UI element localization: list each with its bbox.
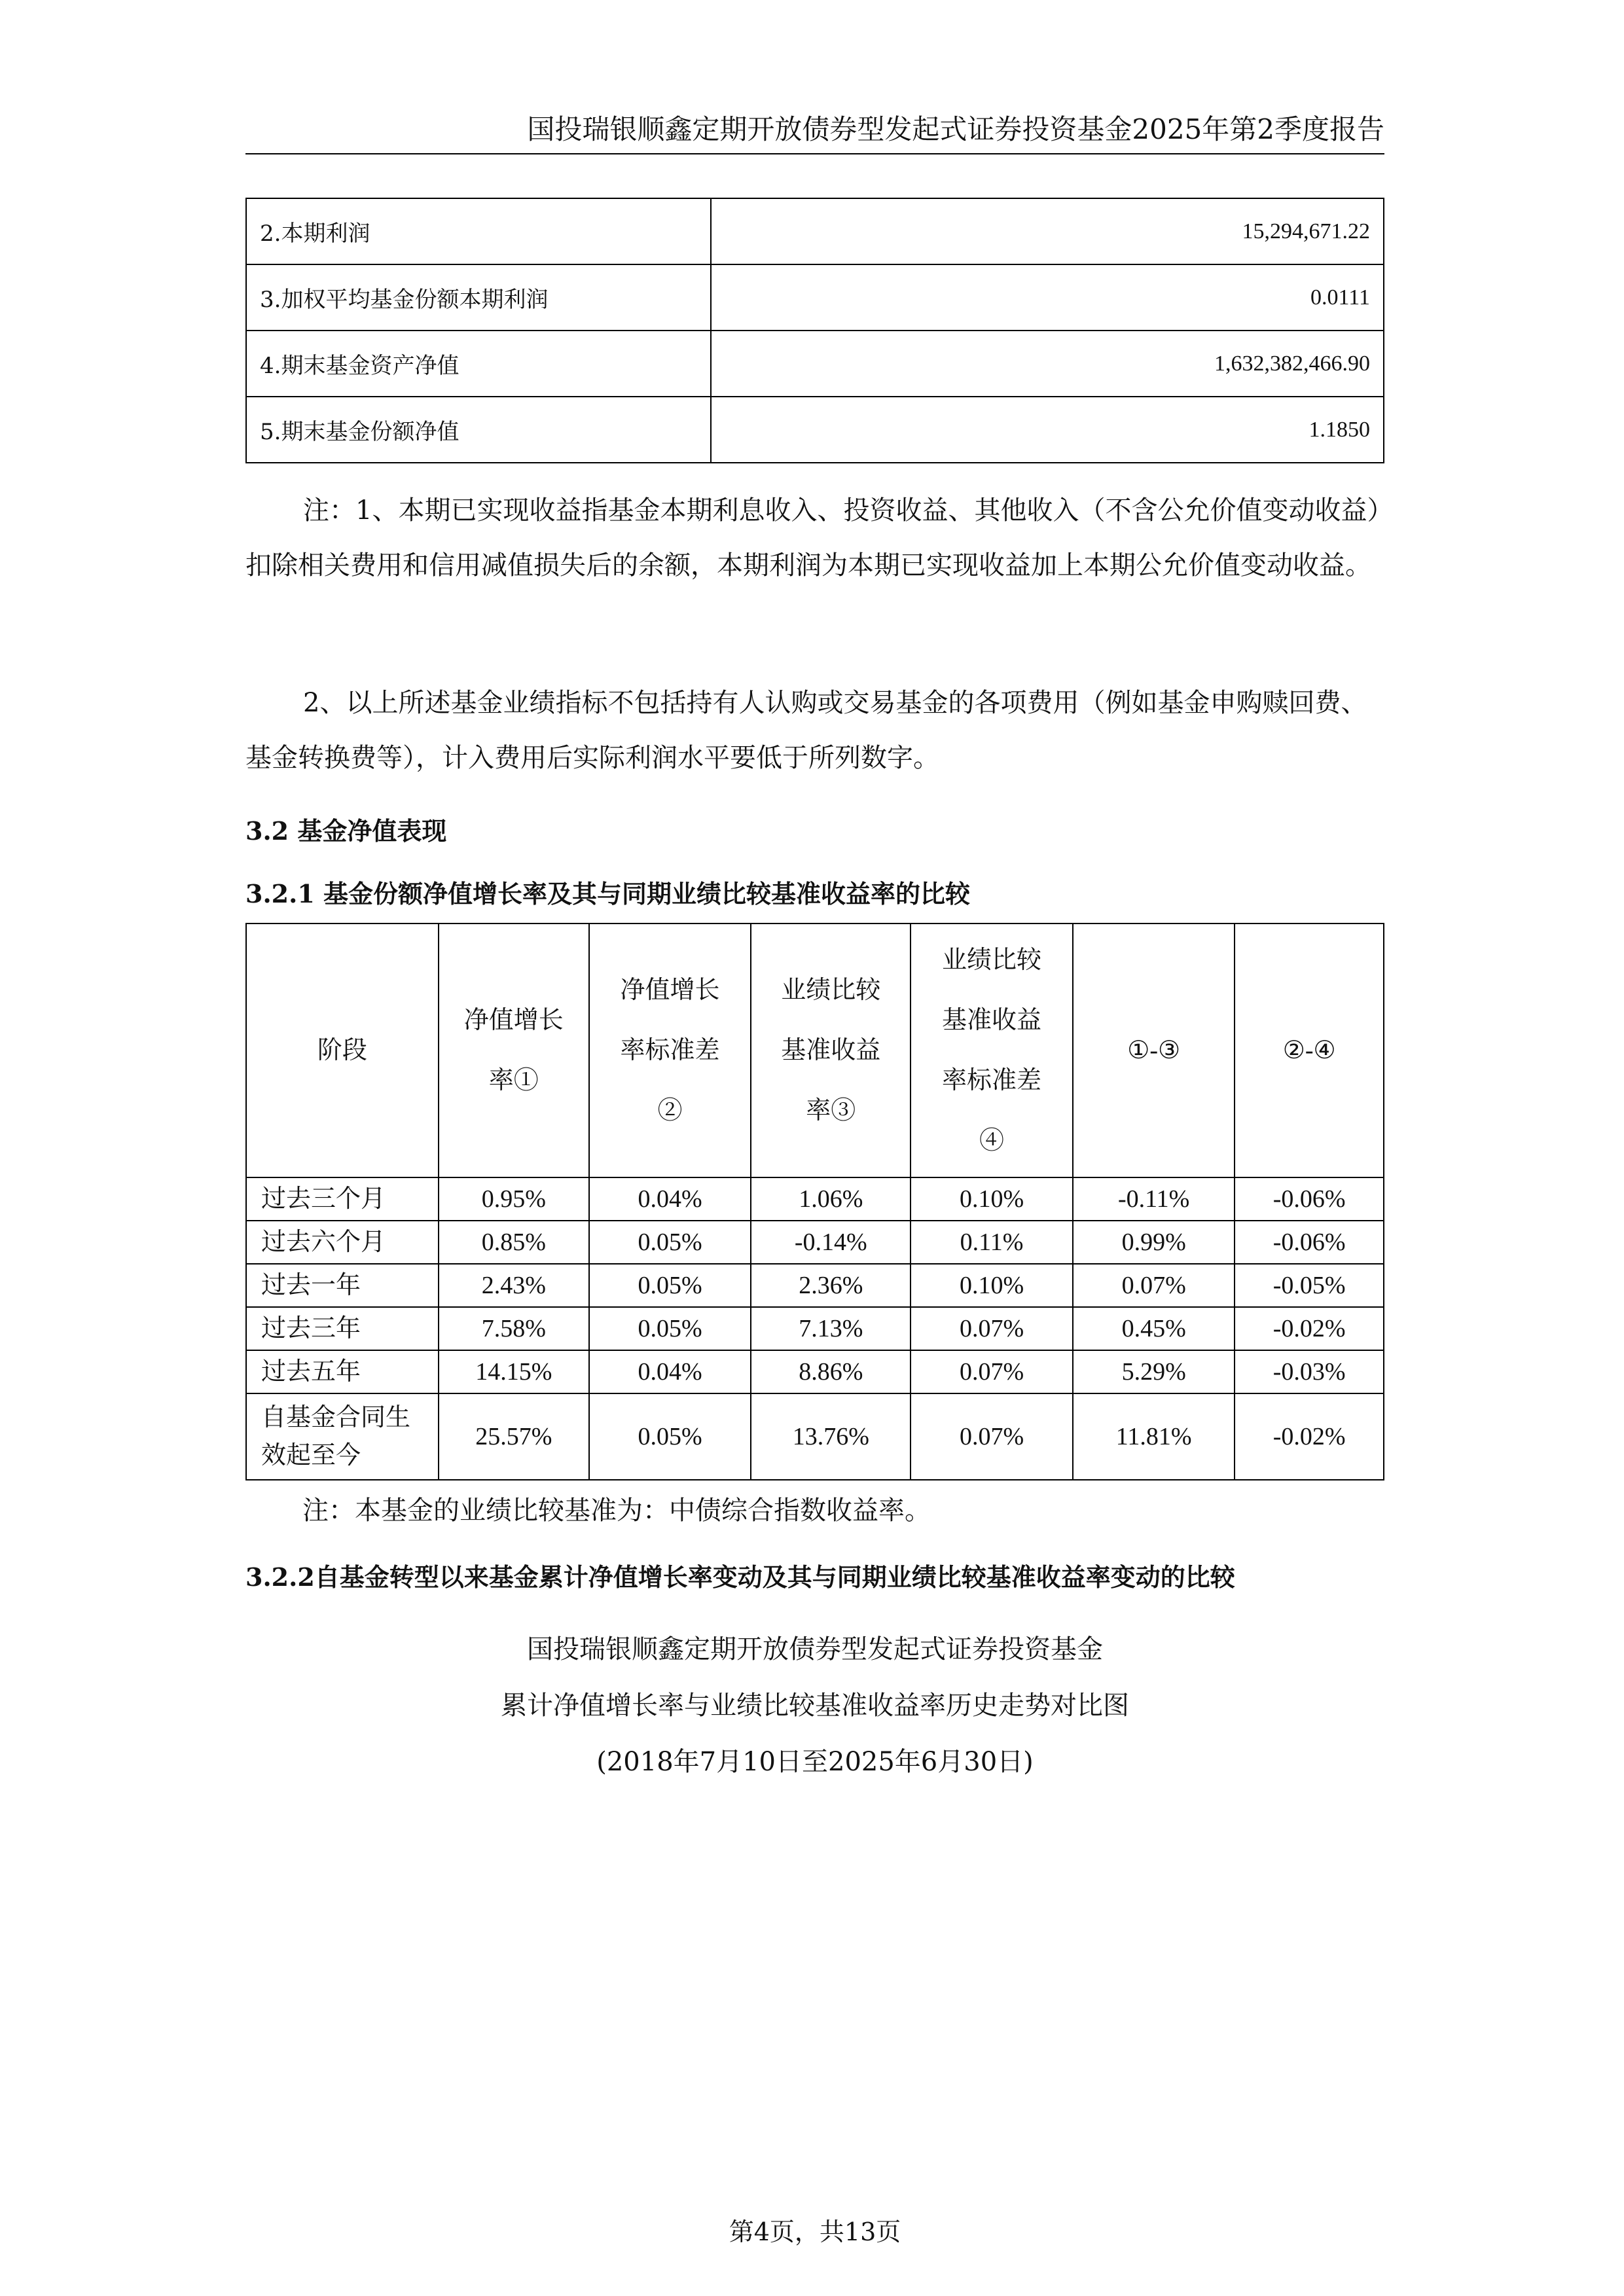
bench-return-cell: 7.13% bbox=[751, 1307, 911, 1350]
header-nav-growth: 净值增长率① bbox=[439, 924, 589, 1177]
page-footer: 第4页，共13页 bbox=[729, 2217, 901, 2246]
table-row bbox=[246, 1221, 1384, 1264]
table-row bbox=[246, 331, 1384, 397]
chart-title-line2: 累计净值增长率与业绩比较基准收益率历史走势对比图 bbox=[501, 1691, 1129, 1721]
bench-return-cell: 13.76% bbox=[751, 1393, 911, 1480]
nav-growth-cell: 7.58% bbox=[439, 1307, 589, 1350]
header-stage: 阶段 bbox=[246, 924, 439, 1177]
metric-label: 5.期末基金份额净值 bbox=[246, 397, 711, 463]
bench-std-cell: 0.10% bbox=[911, 1177, 1073, 1221]
bench-return-cell: 8.86% bbox=[751, 1350, 911, 1393]
diff-1-3-cell: 5.29% bbox=[1073, 1350, 1235, 1393]
bench-std-cell: 0.07% bbox=[911, 1350, 1073, 1393]
nav-std-cell: 0.04% bbox=[589, 1350, 751, 1393]
metric-label: 3.加权平均基金份额本期利润 bbox=[246, 264, 711, 331]
note-realized-income: 注：1、本期已实现收益指基金本期利息收入、投资收益、其他收入（不含公允价值变动收益）扣除相关费用和信用减值损失后的余额，本期利润为本期已实现收益加上本期公允价值变动收益。 bbox=[245, 495, 1380, 581]
table-row bbox=[246, 264, 1384, 331]
diff-1-3-cell: 0.07% bbox=[1073, 1264, 1235, 1307]
header-bench-std: 业绩比较基准收益率标准差④ bbox=[911, 924, 1073, 1177]
table-row bbox=[246, 1350, 1384, 1393]
diff-1-3-cell: -0.11% bbox=[1073, 1177, 1235, 1221]
diff-2-4-cell: -0.05% bbox=[1235, 1264, 1384, 1307]
nav-std-cell: 0.05% bbox=[589, 1307, 751, 1350]
note-benchmark: 注：本基金的业绩比较基准为：中债综合指数收益率。 bbox=[302, 1496, 931, 1526]
bench-std-cell: 0.07% bbox=[911, 1393, 1073, 1480]
diff-2-4-cell: -0.02% bbox=[1235, 1307, 1384, 1350]
performance-table bbox=[245, 923, 1384, 1480]
nav-growth-cell: 25.57% bbox=[439, 1393, 589, 1480]
table-row bbox=[246, 198, 1384, 264]
diff-2-4-cell: -0.06% bbox=[1235, 1221, 1384, 1264]
header-bench-return: 业绩比较基准收益率③ bbox=[751, 924, 911, 1177]
stage-cell: 过去三年 bbox=[246, 1307, 439, 1350]
stage-cell: 过去六个月 bbox=[246, 1221, 439, 1264]
table-row bbox=[246, 397, 1384, 463]
chart-date-range: (2018年7月10日至2025年6月30日) bbox=[596, 1747, 1034, 1777]
stage-cell: 自基金合同生效起至今 bbox=[246, 1393, 439, 1480]
table-row bbox=[246, 1393, 1384, 1480]
nav-growth-cell: 14.15% bbox=[439, 1350, 589, 1393]
nav-std-cell: 0.05% bbox=[589, 1393, 751, 1480]
chart-title-line1: 国投瑞银顺鑫定期开放债券型发起式证券投资基金 bbox=[527, 1634, 1103, 1664]
section-heading-3-2: 3.2 基金净值表现 bbox=[245, 816, 447, 846]
bench-std-cell: 0.11% bbox=[911, 1221, 1073, 1264]
table-header-row bbox=[246, 924, 1384, 1177]
diff-1-3-cell: 11.81% bbox=[1073, 1393, 1235, 1480]
header-diff-1-3: ①-③ bbox=[1073, 924, 1235, 1177]
metric-label: 2.本期利润 bbox=[246, 198, 711, 264]
report-header: 国投瑞银顺鑫定期开放债券型发起式证券投资基金2025年第2季度报告 bbox=[527, 113, 1384, 145]
diff-2-4-cell: -0.03% bbox=[1235, 1350, 1384, 1393]
stage-cell: 过去一年 bbox=[246, 1264, 439, 1307]
table-row bbox=[246, 1177, 1384, 1221]
nav-growth-cell: 2.43% bbox=[439, 1264, 589, 1307]
nav-std-cell: 0.04% bbox=[589, 1177, 751, 1221]
metric-value: 1.1850 bbox=[711, 397, 1384, 463]
table-row bbox=[246, 1307, 1384, 1350]
diff-1-3-cell: 0.45% bbox=[1073, 1307, 1235, 1350]
bench-std-cell: 0.07% bbox=[911, 1307, 1073, 1350]
note-fees: 2、以上所述基金业绩指标不包括持有人认购或交易基金的各项费用（例如基金申购赎回费、基金转换费等），计入费用后实际利润水平要低于所列数字。 bbox=[245, 688, 1367, 773]
diff-2-4-cell: -0.06% bbox=[1235, 1177, 1384, 1221]
bench-return-cell: 2.36% bbox=[751, 1264, 911, 1307]
bench-return-cell: 1.06% bbox=[751, 1177, 911, 1221]
metrics-table bbox=[245, 198, 1384, 463]
table-row bbox=[246, 1264, 1384, 1307]
nav-std-cell: 0.05% bbox=[589, 1221, 751, 1264]
nav-growth-cell: 0.85% bbox=[439, 1221, 589, 1264]
metric-value: 0.0111 bbox=[711, 264, 1384, 331]
stage-cell: 过去五年 bbox=[246, 1350, 439, 1393]
header-rule bbox=[245, 153, 1384, 154]
bench-return-cell: -0.14% bbox=[751, 1221, 911, 1264]
header-diff-2-4: ②-④ bbox=[1235, 924, 1384, 1177]
section-heading-3-2-2: 3.2.2自基金转型以来基金累计净值增长率变动及其与同期业绩比较基准收益率变动的比较 bbox=[245, 1562, 1235, 1592]
nav-growth-cell: 0.95% bbox=[439, 1177, 589, 1221]
diff-2-4-cell: -0.02% bbox=[1235, 1393, 1384, 1480]
nav-std-cell: 0.05% bbox=[589, 1264, 751, 1307]
stage-cell: 过去三个月 bbox=[246, 1177, 439, 1221]
section-heading-3-2-1: 3.2.1 基金份额净值增长率及其与同期业绩比较基准收益率的比较 bbox=[245, 879, 971, 908]
bench-std-cell: 0.10% bbox=[911, 1264, 1073, 1307]
metric-value: 1,632,382,466.90 bbox=[711, 331, 1384, 397]
diff-1-3-cell: 0.99% bbox=[1073, 1221, 1235, 1264]
metric-value: 15,294,671.22 bbox=[711, 198, 1384, 264]
metric-label: 4.期末基金资产净值 bbox=[246, 331, 711, 397]
header-nav-std: 净值增长率标准差② bbox=[589, 924, 751, 1177]
